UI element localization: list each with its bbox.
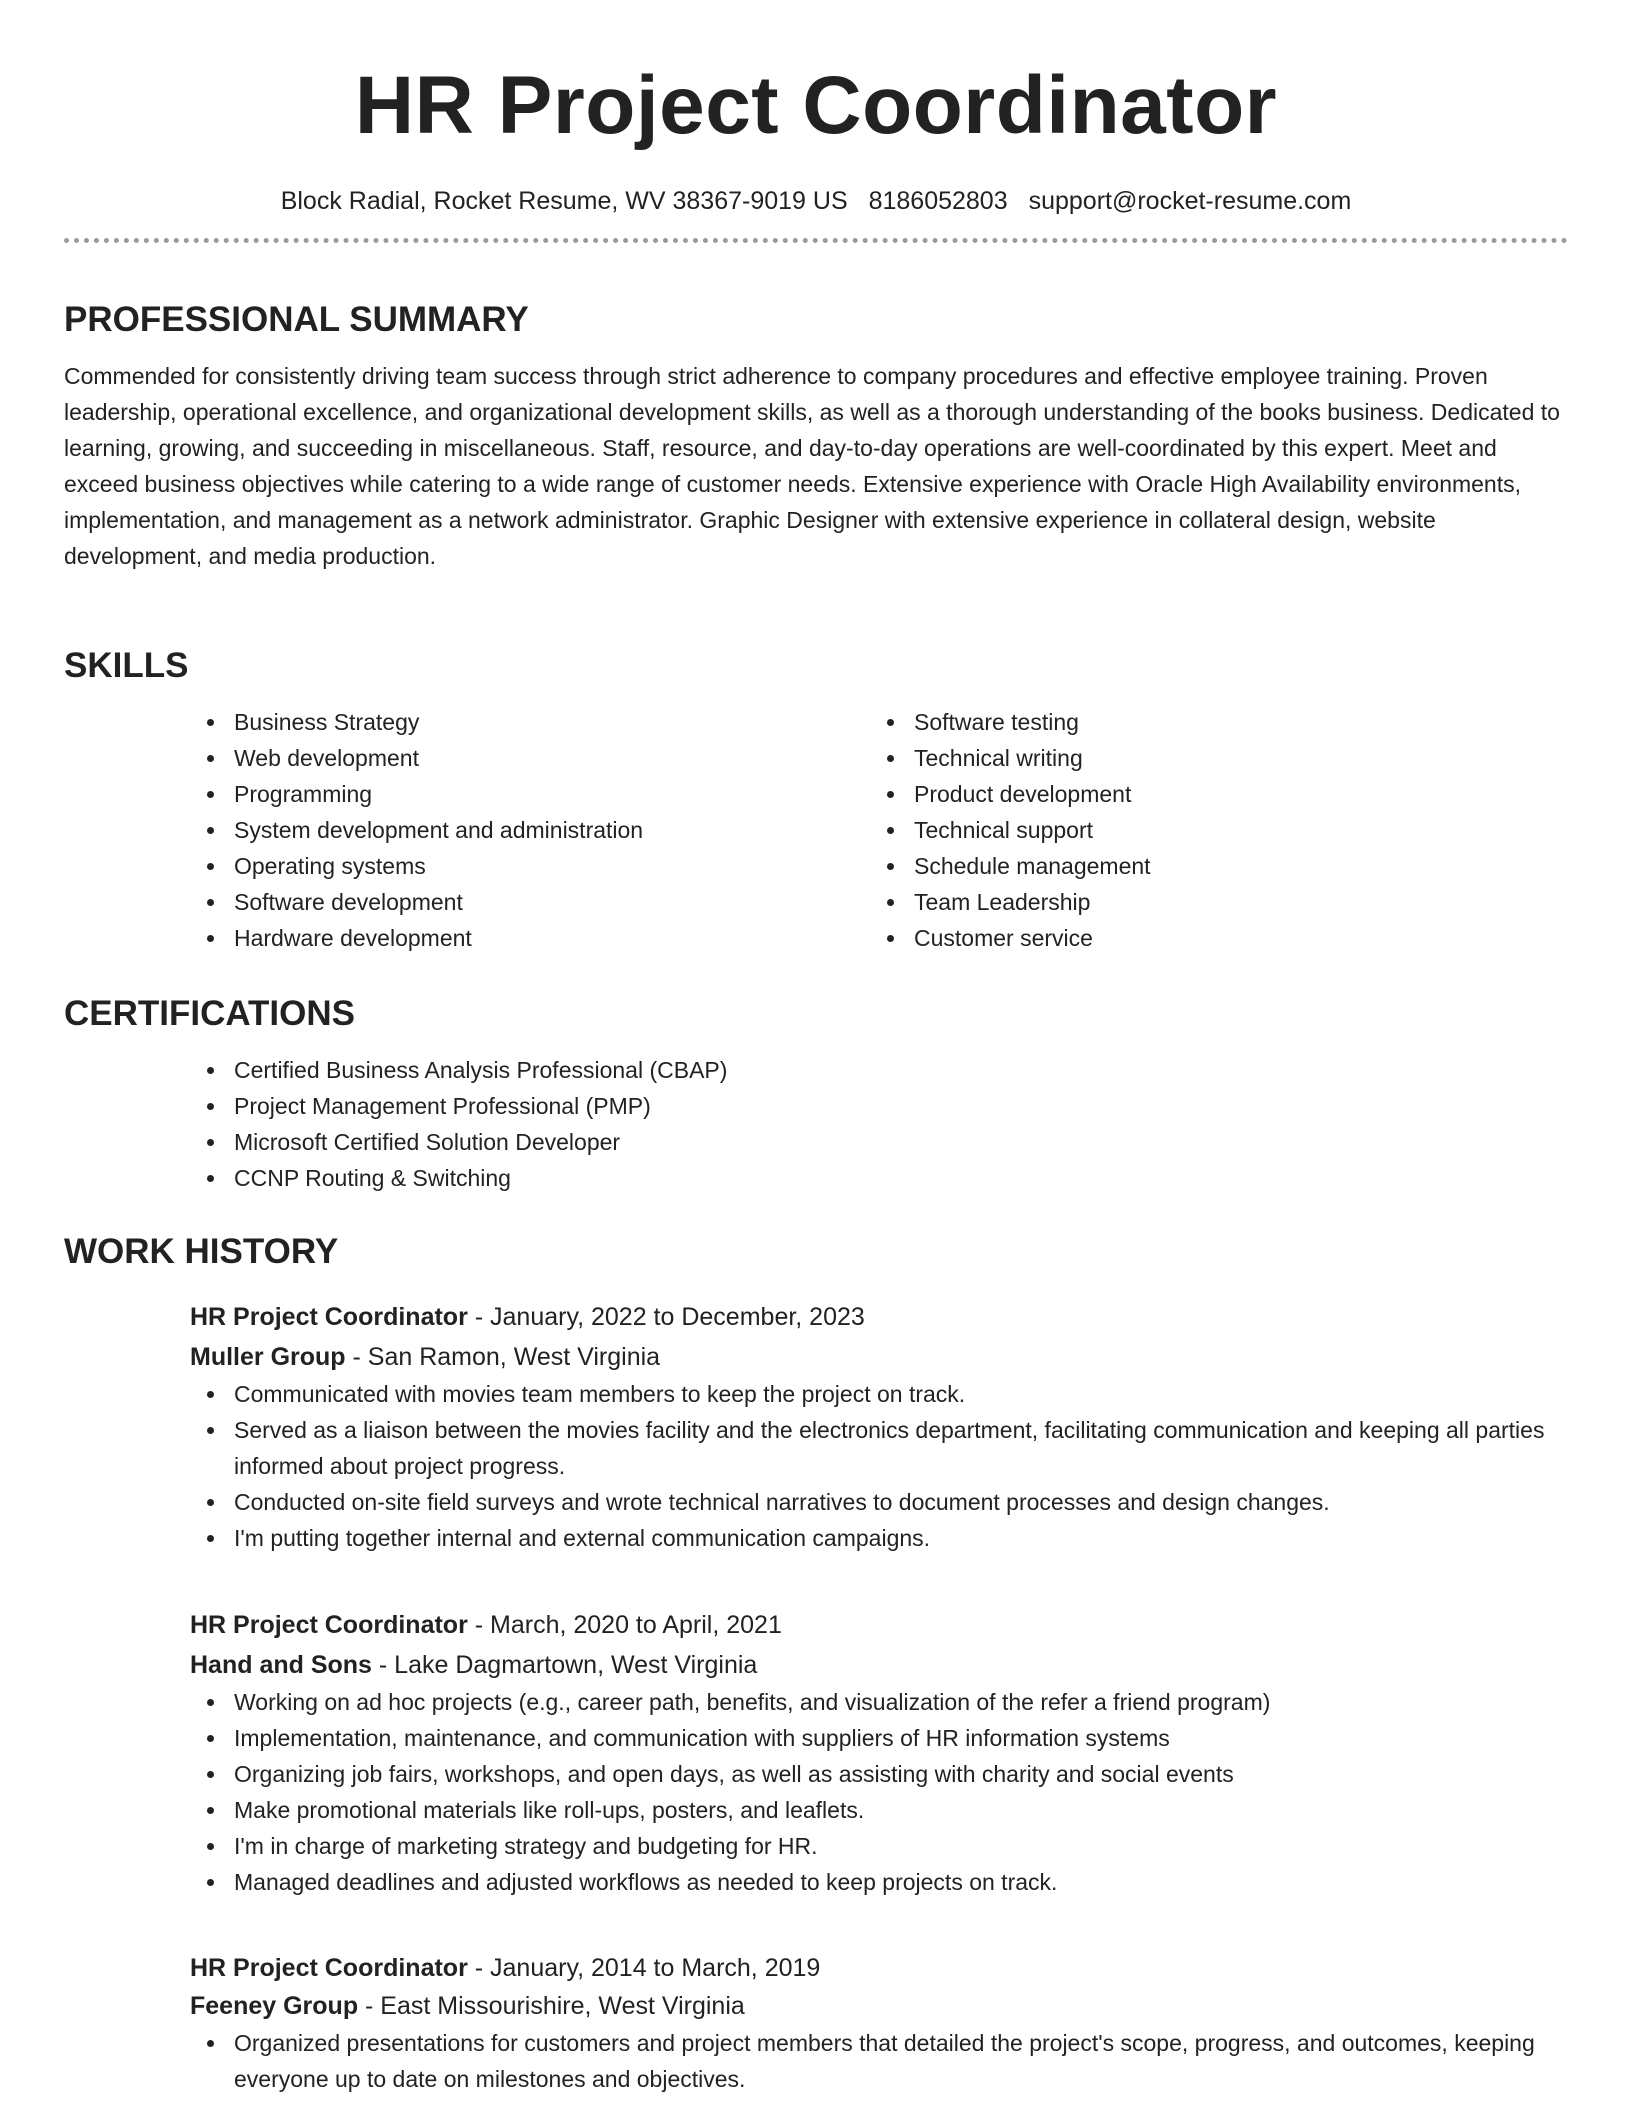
job-dates: - January, 2022 to December, 2023 xyxy=(467,1303,865,1331)
list-item: Implementation, maintenance, and communication with suppliers of HR information systems xyxy=(234,1720,1568,1756)
list-item: Project Management Professional (PMP) xyxy=(234,1088,1568,1124)
job-dates: - March, 2020 to April, 2021 xyxy=(467,1611,782,1639)
section-title-work-history: WORK HISTORY xyxy=(64,1232,339,1271)
list-item: Web development xyxy=(234,740,870,776)
skills-section xyxy=(64,644,1568,956)
job-location: - East Missourishire, West Virginia xyxy=(358,1992,745,2020)
list-item: Working on ad hoc projects (e.g., career path, benefits, and visualization of the refer a friend program) xyxy=(234,1684,1568,1720)
job-role: HR Project Coordinator xyxy=(190,1954,468,1982)
list-item: System development and administration xyxy=(234,812,870,848)
resume-name: HR Project Coordinator xyxy=(354,60,1278,151)
list-item: Organizing job fairs, workshops, and open days, as well as assisting with charity and social events xyxy=(234,1756,1568,1792)
list-item: CCNP Routing & Switching xyxy=(234,1160,1568,1196)
job-header xyxy=(190,1606,1568,1900)
header-divider xyxy=(64,238,1568,243)
job-entry xyxy=(64,1606,1568,1900)
work-history-section xyxy=(64,1230,1568,1274)
list-item: Product development xyxy=(914,776,1550,812)
list-item: Certified Business Analysis Professional (CBAP) xyxy=(234,1052,1568,1088)
list-item: Organized presentations for customers and project members that detailed the project's scope, progress, and outcomes, keeping everyone up to date on milestones and objectives. xyxy=(234,2025,1568,2097)
job-company: Muller Group xyxy=(190,1343,346,1371)
list-item: Technical writing xyxy=(914,740,1550,776)
summary-section xyxy=(64,298,1568,574)
job-role: HR Project Coordinator xyxy=(190,1303,468,1331)
contact-line xyxy=(64,184,1568,218)
job-bullets xyxy=(190,1376,1568,1556)
list-item: Managed deadlines and adjusted workflows as needed to keep projects on track. xyxy=(234,1864,1568,1900)
job-company: Hand and Sons xyxy=(190,1651,372,1679)
list-item: Communicated with movies team members to keep the project on track. xyxy=(234,1376,1568,1412)
contact-address: Block Radial, Rocket Resume, WV 38367-9019 US xyxy=(280,187,848,215)
job-bullets xyxy=(190,1684,1568,1900)
certifications-body xyxy=(190,1052,1568,1196)
list-item: Business Strategy xyxy=(234,704,870,740)
job-title-line xyxy=(190,1298,1568,1336)
list-item: Conducted on-site field surveys and wrote technical narratives to document processes and design changes. xyxy=(234,1484,1568,1520)
job-location: - Lake Dagmartown, West Virginia xyxy=(371,1651,758,1679)
job-role: HR Project Coordinator xyxy=(190,1611,468,1639)
skills-list-left xyxy=(190,704,870,956)
job-dates: - January, 2014 to March, 2019 xyxy=(467,1954,821,1982)
skills-list-right xyxy=(870,704,1550,956)
section-title-skills: SKILLS xyxy=(64,646,189,685)
contact-phone: 8186052803 xyxy=(868,187,1008,215)
list-item: Software testing xyxy=(914,704,1550,740)
job-entry xyxy=(64,1949,1568,2097)
job-header xyxy=(190,1949,1568,2097)
skills-column-left xyxy=(190,704,870,956)
contact-email: support@rocket-resume.com xyxy=(1028,187,1352,215)
job-company-line xyxy=(190,1987,1568,2025)
job-title-line xyxy=(190,1949,1568,1987)
job-company: Feeney Group xyxy=(190,1992,359,2020)
list-item: I'm in charge of marketing strategy and budgeting for HR. xyxy=(234,1828,1568,1864)
list-item: Customer service xyxy=(914,920,1550,956)
section-title-summary: PROFESSIONAL SUMMARY xyxy=(64,300,529,339)
list-item: Schedule management xyxy=(914,848,1550,884)
job-bullets xyxy=(190,2025,1568,2097)
list-item: Team Leadership xyxy=(914,884,1550,920)
list-item: Microsoft Certified Solution Developer xyxy=(234,1124,1568,1160)
list-item: I'm putting together internal and external communication campaigns. xyxy=(234,1520,1568,1556)
skills-column-right xyxy=(870,704,1550,956)
list-item: Served as a liaison between the movies facility and the electronics department, facilitating communication and keeping all parties informed about project progress. xyxy=(234,1412,1568,1484)
job-entry xyxy=(64,1298,1568,1556)
list-item: Operating systems xyxy=(234,848,870,884)
job-company-line xyxy=(190,1646,1568,1684)
job-location: - San Ramon, West Virginia xyxy=(345,1343,661,1371)
job-header xyxy=(190,1298,1568,1556)
list-item: Hardware development xyxy=(234,920,870,956)
list-item: Technical support xyxy=(914,812,1550,848)
list-item: Software development xyxy=(234,884,870,920)
list-item: Programming xyxy=(234,776,870,812)
certifications-section xyxy=(64,992,1568,1196)
list-item: Make promotional materials like roll-ups, posters, and leaflets. xyxy=(234,1792,1568,1828)
job-company-line xyxy=(190,1338,1568,1376)
skills-columns xyxy=(190,704,1568,956)
certifications-list xyxy=(190,1052,1568,1196)
job-title-line xyxy=(190,1606,1568,1644)
summary-text: Commended for consistently driving team success through strict adherence to company procedures and effective employee training. Proven leadership, operational excellence, and organizational development skills, as well as a thorough understanding of the books business. Dedicated to learning, growing, and succeeding in miscellaneous. Staff, resource, and day-to-day operations are well-coordinated by this expert. Meet and exceed business objectives while catering to a wide range of customer needs. Extensive experience with Oracle High Availability environments, implementation, and management as a network administrator. Graphic Designer with extensive experience in collateral design, website development, and media production. xyxy=(64,363,1560,569)
section-title-certifications: CERTIFICATIONS xyxy=(64,994,356,1033)
